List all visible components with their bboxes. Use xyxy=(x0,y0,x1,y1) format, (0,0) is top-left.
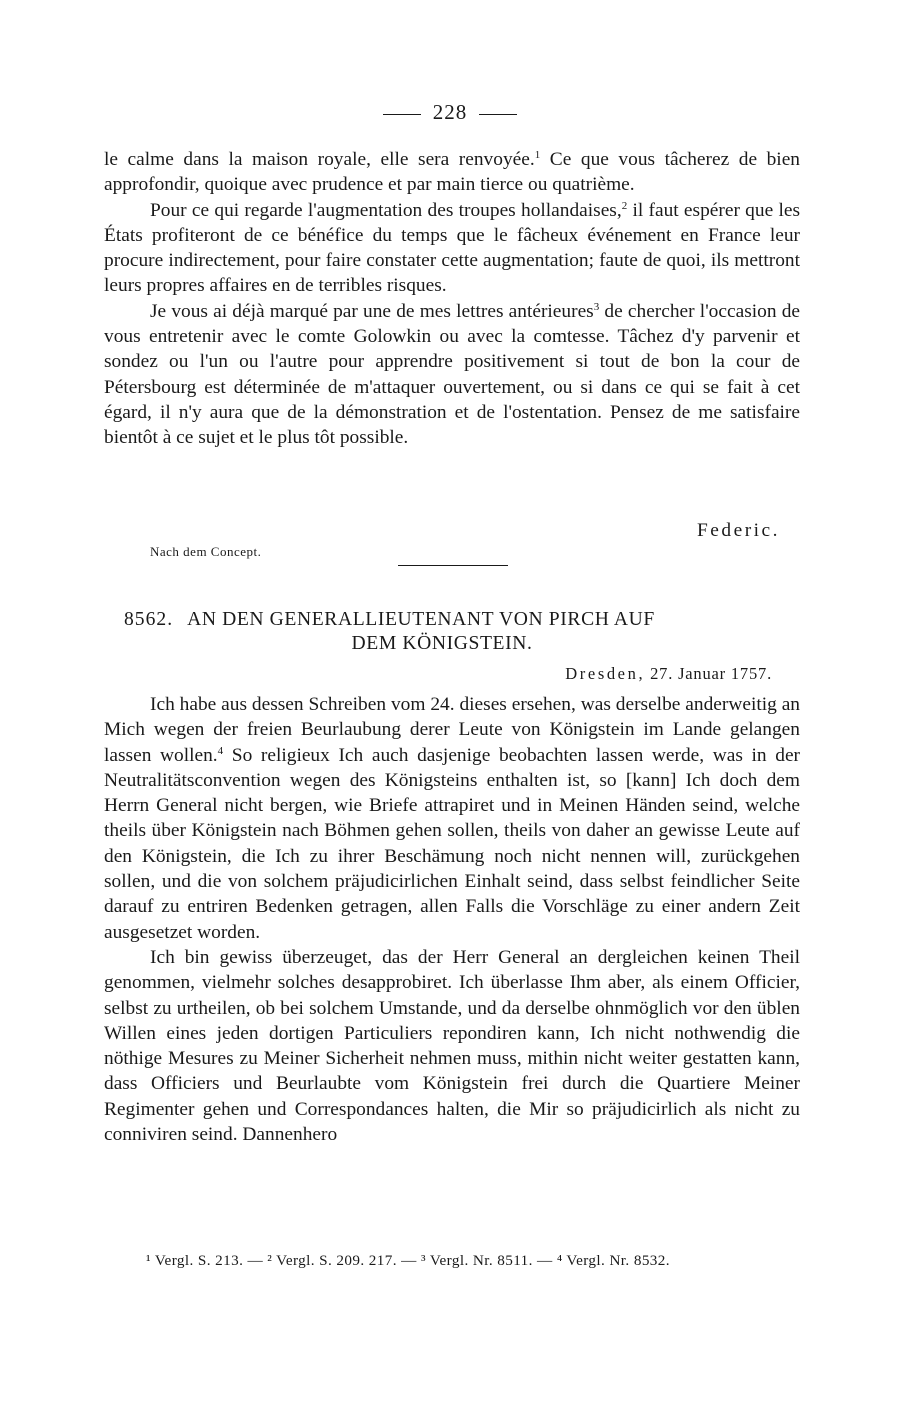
date: 27. Januar 1757. xyxy=(650,664,772,683)
paragraph xyxy=(104,299,900,451)
paragraph xyxy=(104,692,800,945)
letter-8562-body xyxy=(104,692,800,1147)
letter-number: 8562. xyxy=(124,609,174,630)
closing-block xyxy=(104,299,800,451)
footnote-ref: 2 xyxy=(621,199,628,212)
footnotes: ¹ Vergl. S. 213. — ² Vergl. S. 209. 217. — ³ Vergl. Nr. 8511. — ⁴ Vergl. Nr. 8532. xyxy=(146,1252,670,1269)
letter-title-line2: DEM KÖNIGSTEIN. xyxy=(351,633,533,654)
footnote-ref: 1 xyxy=(534,149,541,161)
page-number: 228 xyxy=(432,100,468,124)
paragraph-text: il faut espérer que les États profiteront de ce bénéfice du temps que le fâcheux événement en France leur procure indirectement, pour faire constater cette augmentation; faute de quoi, ils mettront leurs propres affaires en de terribles risques. xyxy=(104,199,800,297)
paragraph-text: de chercher l'occasion de vous entretenir avec le comte Golowkin ou avec la comtesse. Tâchez d'y parvenir et sondez ou l'un ou l'autre pour apprendre positivement si tout de bon la cour de Pétersbourg est déterminée de m'attaquer ouvertement, ou si dans ce qui se fait à cet égard, il n'y aura que de la démonstration et de l'ostentation. Pensez de me satisfaire bientôt à ce sujet et le plus tôt possible. xyxy=(104,300,801,449)
source-note: Nach dem Concept. xyxy=(150,544,262,559)
signature-area xyxy=(104,520,800,560)
place: Dresden, xyxy=(565,664,646,683)
place-date xyxy=(565,664,772,684)
paragraph: Ich bin gewiss überzeuget, das der Herr General an dergleichen keinen Theil genommen, vielmehr solches desapprobiret. Ich überlasse Ihm aber, als einem Officier, selbst zu urtheilen, ob bei solchem Umstande, und da derselbe ohnmöglich vor den üblen Willen eines jeden dortigen Particuliers repondiren kann, Ich nicht nothwendig die nöthige Mesures zu Meiner Sicherheit nehmen muss, mithin nicht weiter gestatten kann, dass Officiers und Beurlaubte vom Königstein frei durch die Quartiere Meiner Regimenter gehen und Correspondances halten, die Mir so präjudicirlich als nicht zu conniviren seind. Dannenhero xyxy=(104,946,800,1146)
paragraph-text: Ich habe aus dessen Schreiben vom 24. dieses ersehen, was derselbe anderweitig an Mich wegen der freien Beurlaubung derer Leute von Königstein im Lande gelangen lassen wollen. xyxy=(104,694,800,766)
footnote-ref: 4 xyxy=(217,744,224,757)
footnote-ref: 3 xyxy=(593,300,600,313)
paragraph-text: Pour ce qui regarde l'augmentation des troupes hollandaises, xyxy=(150,199,622,221)
paragraph-text: Ce que vous tâcherez de bien approfondir, quoique avec prudence et par main tierce ou quatrième. xyxy=(104,149,800,196)
signature: Federic. xyxy=(697,520,780,541)
letter-heading xyxy=(124,608,780,656)
letter-title-line1: AN DEN GENERALLIEUTENANT VON PIRCH AUF xyxy=(187,609,655,630)
page-header xyxy=(0,100,900,125)
paragraph-text: Je vous ai déjà marqué par une de mes lettres antérieures xyxy=(150,300,594,322)
paragraph xyxy=(104,198,800,299)
section-divider xyxy=(398,565,508,566)
paragraph xyxy=(104,147,800,198)
paragraph-text: le calme dans la maison royale, elle sera renvoyée. xyxy=(104,149,535,170)
paragraph-text: So religieux Ich auch dasjenige beobachten lassen werde, was in der Neutralitätsconvention wegen des Königsteins enthalten ist, so [kann] Ich doch dem Herrn General nicht bergen, wie Briefe attrapiret und in Meinen Händen seind, welche theils über Königstein nach Böhmen gehen sollen, theils von daher an gewisse Leute auf den Königstein, die Ich zu ihrer Beschämung noch nicht nennen will, zurückgehen sollen, und die von solchem präjudicirlichen Einhalt seind, dass selbst feindlicher Seite darauf zu entriren Bedenken getragen, allen Falls die Vorschläge zu einer andern Zeit ausgesetzet worden. xyxy=(104,744,801,943)
header-dash-right xyxy=(479,114,517,115)
header-dash-left xyxy=(383,114,421,115)
letter-8561-conclusion xyxy=(104,147,800,451)
